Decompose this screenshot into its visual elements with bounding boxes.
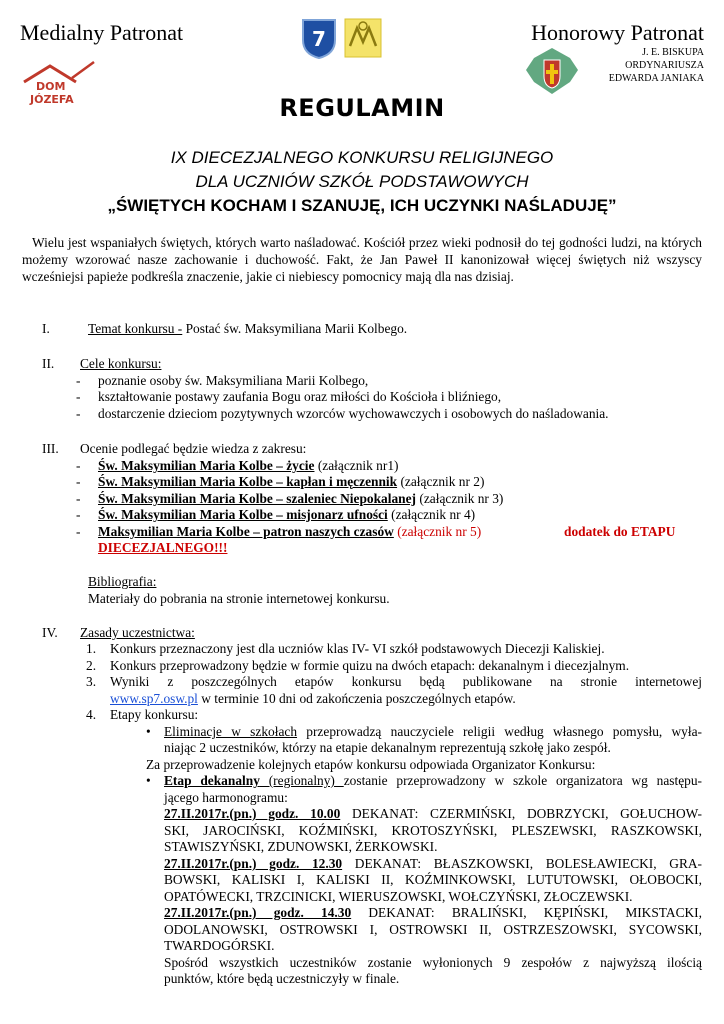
schedule-1-line-1: 27.II.2017r.(pn.) godz. 10.00 DEKANAT: CZERMIŃSKI, DOBRZYCKI, GOŁUCHOW- xyxy=(164,806,702,821)
list-item: - xyxy=(76,491,81,506)
section-2-label: Cele konkursu: xyxy=(80,356,162,371)
shield-number: 7 xyxy=(312,27,326,51)
list-item: - xyxy=(76,458,81,473)
list-item: - xyxy=(76,373,81,388)
section-1-label: Temat konkursu - xyxy=(88,321,183,336)
rule-2-number: 2. xyxy=(86,658,97,673)
list-item-text: dostarczenie dzieciom pozytywnych wzorców wychowawczych i osobowych do naśladowania. xyxy=(98,406,609,421)
rule-1-text: Konkurs przeznaczony jest dla uczniów klas IV- VI szkół podstawowych Diecezji Kaliskiej. xyxy=(110,641,605,656)
list-item: - xyxy=(76,524,81,539)
subtitle-motto: „ŚWIĘTYCH KOCHAM I SZANUJĘ, ICH UCZYNKI NAŚLADUJĘ” xyxy=(107,196,617,215)
bishop-line-3: EDWARDA JANIAKA xyxy=(608,73,704,84)
section-1-number: I. xyxy=(42,321,50,336)
bullet-icon: • xyxy=(146,724,151,739)
topic-item-4: Św. Maksymilian Maria Kolbe – misjonarz ufności (załącznik nr 4) xyxy=(98,507,476,522)
schedule-3-line-3: TWARDOGÓRSKI. xyxy=(164,938,275,953)
dom-logo-text-1: DOM xyxy=(36,80,66,93)
bullet-icon: • xyxy=(146,773,151,788)
topic-item-5-note-2: DIECEZJALNEGO!!! xyxy=(98,540,228,555)
list-item: - xyxy=(76,406,81,421)
dom-logo-text-2: JÓZEFA xyxy=(30,93,74,106)
topic-item-5-note: dodatek do ETAPU xyxy=(564,524,676,539)
section-3-label: Ocenie podlegać będzie wiedza z zakresu: xyxy=(80,441,307,456)
section-1-text: Postać św. Maksymiliana Marii Kolbego. xyxy=(182,321,408,336)
rule-3-text: Wyniki z poszczególnych etapów konkursu będą publikowane na stronie internetowej xyxy=(110,674,702,689)
rule-4-number: 4. xyxy=(86,707,97,722)
organizer-line: Za przeprowadzenie kolejnych etapów konkursu odpowiada Organizator Konkursu: xyxy=(146,757,596,772)
section-3-number: III. xyxy=(42,441,59,456)
elimination-line-1: Eliminacje w szkołach przeprowadzą nauczyciele religii według własnego pomysłu, wyła- xyxy=(164,724,702,739)
document-title: REGULAMIN xyxy=(279,94,445,122)
rule-3-continued: www.sp7.osw.pl w terminie 10 dni od zakończenia poszczególnych etapów. xyxy=(110,691,516,706)
topic-item-2: Św. Maksymilian Maria Kolbe – kapłan i męczennik (załącznik nr 2) xyxy=(98,474,485,489)
stage-line-1: Etap dekanalny (regionalny) zostanie przeprowadzony w szkole organizatora wg następu- xyxy=(164,773,702,788)
honorary-patron-heading: Honorowy Patronat xyxy=(531,20,704,45)
subtitle-line-2: DLA UCZNIÓW SZKÓŁ PODSTAWOWYCH xyxy=(195,172,529,191)
list-item: - xyxy=(76,474,81,489)
topic-item-3: Św. Maksymilian Maria Kolbe – szaleniec Niepokalanej (załącznik nr 3) xyxy=(98,491,504,506)
school-shield-logo xyxy=(300,16,338,60)
final-line-1: Spośród wszystkich uczestników zostanie wyłonionych 9 zespołów z najwyższą ilością xyxy=(164,955,702,970)
section-1 xyxy=(88,321,407,338)
schedule-2-line-3: OPATÓWECKI, TRZCINICKI, WIERUSZOWSKI, WOŁCZYŃSKI, ZŁOCZEWSKI. xyxy=(164,889,633,904)
bishop-names xyxy=(609,46,704,85)
schedule-1-line-2: SKI, JAROCIŃSKI, KOŹMIŃSKI, KROTOSZYŃSKI, PLESZEWSKI, RASZKOWSKI, xyxy=(164,823,702,838)
website-link[interactable]: www.sp7.osw.pl xyxy=(110,691,198,706)
rule-4-text: Etapy konkursu: xyxy=(110,707,199,722)
medial-patron-heading: Medialny Patronat xyxy=(20,20,184,45)
yellow-emblem-logo xyxy=(342,16,384,60)
intro-paragraph: Wielu jest wspaniałych świętych, których warto naśladować. Kościół przez wieki podnosił do tej godności ludzi, na których możemy wzorować nasze zachowanie i duchowość. Fakt, że Jan Paweł II kanonizował więcej świętych niż wszyscy wcześniejsi papieże podkreśla znaczenie, jakie ci niebiescy pomocnicy mają dla nas dzisiaj. xyxy=(22,235,702,284)
schedule-2-line-1: 27.II.2017r.(pn.) godz. 12.30 DEKANAT: BŁASZKOWSKI, BOLESŁAWIECKI, GRA- xyxy=(164,856,702,871)
stage-line-2: jącego harmonogramu: xyxy=(164,790,288,805)
elimination-line-2: niając 2 uczestników, którzy na etapie dekanalnym reprezentują szkołę jako zespół. xyxy=(164,740,611,755)
final-line-2: punktów, które będą uczestniczyły w finale. xyxy=(164,971,400,986)
list-item-text: kształtowanie postawy zaufania Bogu oraz miłości do Kościoła i bliźniego, xyxy=(98,389,502,404)
topic-item-1: Św. Maksymilian Maria Kolbe – życie (załącznik nr1) xyxy=(98,458,399,473)
rule-3-number: 3. xyxy=(86,674,97,689)
schedule-1-line-3: STAWISZYŃSKI, ZDUNOWSKI, ŻERKOWSKI. xyxy=(164,839,438,854)
bibliography-label: Bibliografia: xyxy=(88,574,157,589)
section-2-number: II. xyxy=(42,356,55,371)
rule-2-text: Konkurs przeprowadzony będzie w formie quizu na dwóch etapach: dekanalnym i diecezjalnym. xyxy=(110,658,630,673)
list-item: - xyxy=(76,507,81,522)
schedule-3-line-1: 27.II.2017r.(pn.) godz. 14.30 DEKANAT: BRALIŃSKI, KĘPIŃSKI, MIKSTACKI, xyxy=(164,905,702,920)
list-item: - xyxy=(76,389,81,404)
topic-item-5: Maksymilian Maria Kolbe – patron naszych czasów (załącznik nr 5) xyxy=(98,524,482,539)
section-4-number: IV. xyxy=(42,625,58,640)
bishop-line-1: J. E. BISKUPA xyxy=(642,47,704,58)
bishop-line-2: ORDYNARIUSZA xyxy=(625,60,704,71)
schedule-2-line-2: BOWSKI, KALISKI I, KALISKI II, KOŹMINKOWSKI, LUTUTOWSKI, OŁOBOCKI, xyxy=(164,872,702,887)
schedule-3-line-2: ODOLANOWSKI, OSTROWSKI I, OSTROWSKI II, OSTRZESZOWSKI, SYCOWSKI, xyxy=(164,922,702,937)
list-item-text: poznanie osoby św. Maksymiliana Marii Kolbego, xyxy=(98,373,369,388)
subtitle-line-1: IX DIECEZJALNEGO KONKURSU RELIGIJNEGO xyxy=(170,148,554,167)
rule-1-number: 1. xyxy=(86,641,97,656)
bibliography-text: Materiały do pobrania na stronie internetowej konkursu. xyxy=(88,591,390,606)
section-4-label: Zasady uczestnictwa: xyxy=(80,625,195,640)
bishop-coat-of-arms xyxy=(522,46,582,96)
